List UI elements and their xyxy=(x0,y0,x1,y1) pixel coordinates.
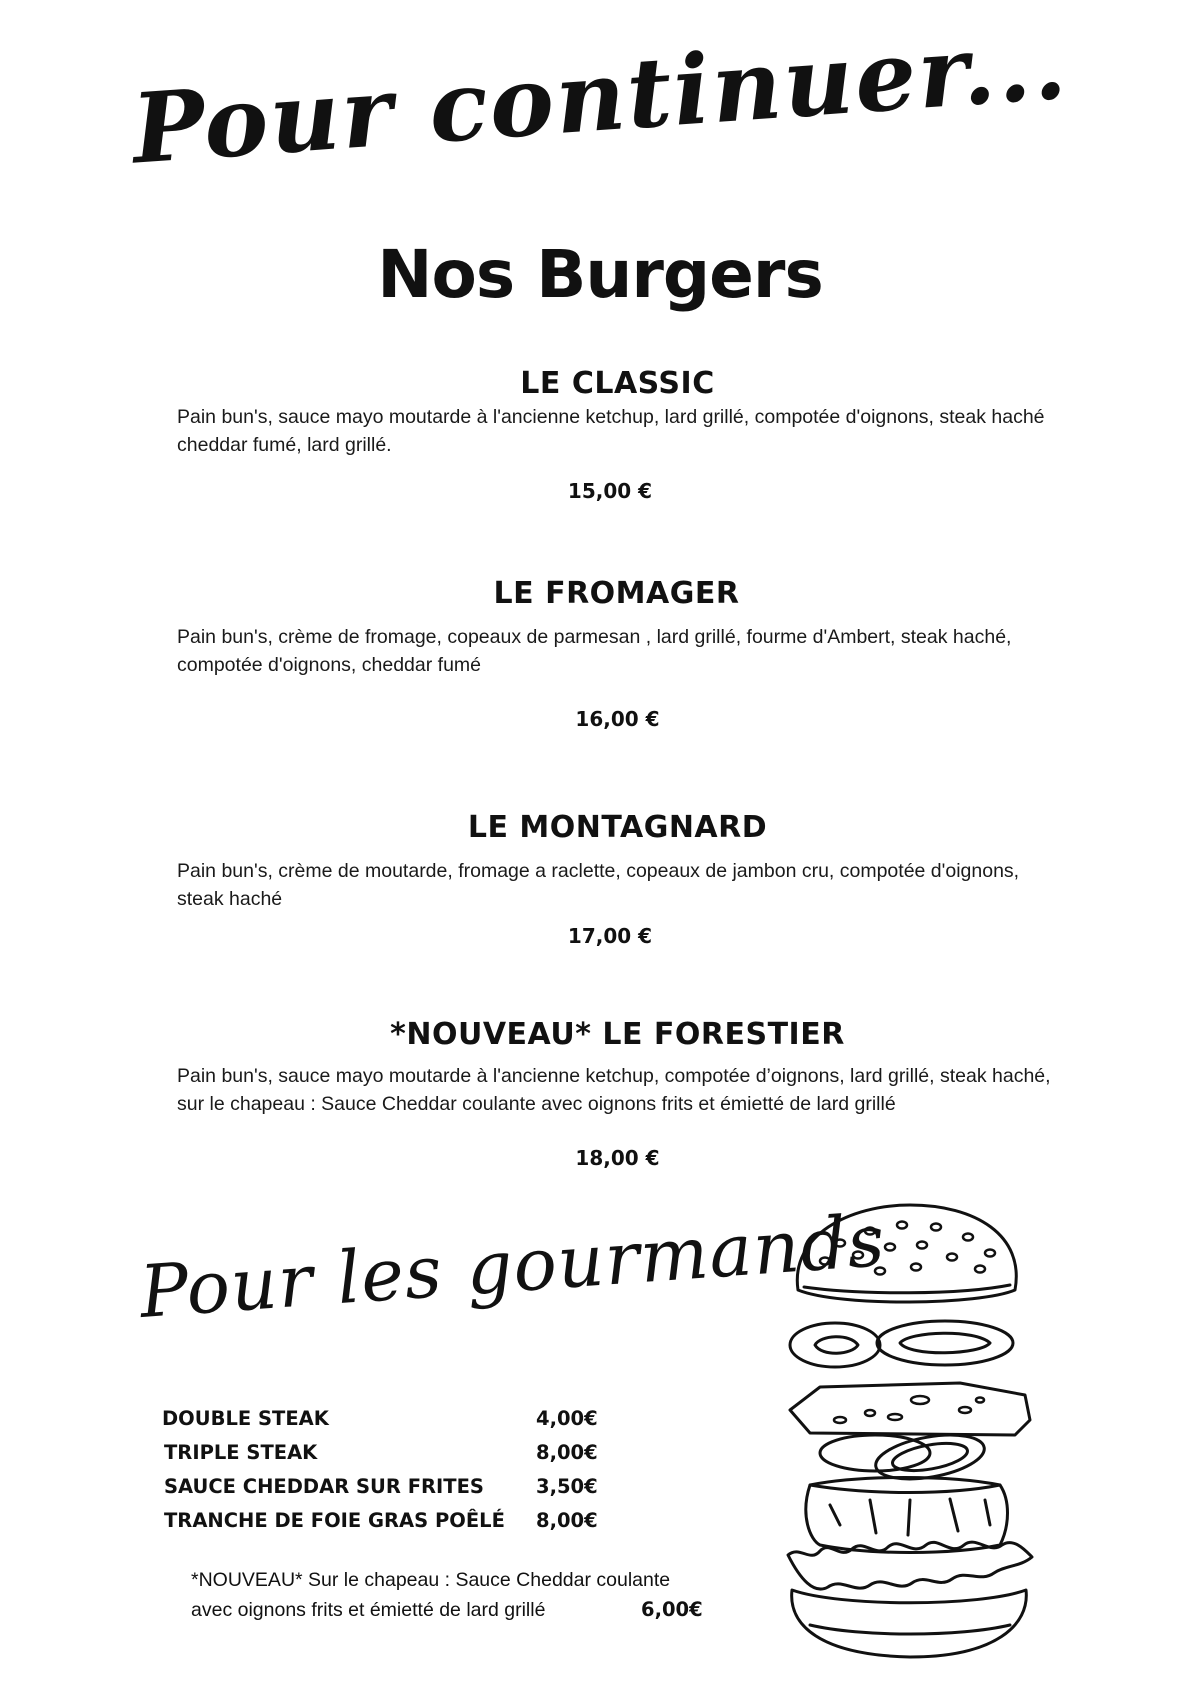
extras-list xyxy=(160,1407,630,1543)
extra-price: 8,00€ xyxy=(536,1441,598,1464)
extra-price: 4,00€ xyxy=(536,1407,598,1430)
extra-label: SAUCE CHEDDAR SUR FRITES xyxy=(164,1475,484,1498)
extra-label: DOUBLE STEAK xyxy=(162,1407,329,1430)
burger-name: LE MONTAGNARD xyxy=(467,810,768,845)
burger-description: Pain bun's, crème de moutarde, fromage a raclette, copeaux de jambon cru, compotée d'oignons, steak haché xyxy=(177,860,1020,910)
nouveau-note xyxy=(191,1565,751,1625)
note-price: 6,00€ xyxy=(641,1598,703,1621)
burger-price: 18,00 € xyxy=(575,1146,660,1170)
burger-icon xyxy=(780,1195,1045,1665)
burger-price: 17,00 € xyxy=(567,924,653,948)
gourmands-title: Pour les gourmands xyxy=(137,1198,888,1334)
burger-name: LE FROMAGER xyxy=(493,576,740,611)
burger-description: Pain bun's, crème de fromage, copeaux de parmesan , lard grillé, fourme d'Ambert, steak haché, compotée d'oignons, cheddar fumé xyxy=(177,626,1012,676)
extra-label: TRIPLE STEAK xyxy=(164,1441,318,1464)
burger-name: LE CLASSIC xyxy=(520,366,715,401)
burger-item-montagnard xyxy=(0,810,1200,948)
burger-item-fromager xyxy=(0,576,1200,731)
list-item xyxy=(160,1509,630,1543)
extra-price: 3,50€ xyxy=(536,1475,598,1498)
extra-label: TRANCHE DE FOIE GRAS POÊLÉ xyxy=(164,1509,505,1532)
extra-price: 8,00€ xyxy=(536,1509,598,1532)
page-title: Nos Burgers xyxy=(377,236,823,313)
list-item xyxy=(160,1407,630,1441)
burger-description: Pain bun's, sauce mayo moutarde à l'ancienne ketchup, lard grillé, compotée d'oignons, steak haché cheddar fumé, lard grillé. xyxy=(177,406,1045,456)
note-line: *NOUVEAU* Sur le chapeau : Sauce Cheddar coulante xyxy=(191,1569,671,1591)
list-item xyxy=(160,1441,630,1475)
burger-price: 15,00 € xyxy=(567,479,653,503)
burger-price: 16,00 € xyxy=(575,707,660,731)
note-line: avec oignons frits et émietté de lard grillé xyxy=(191,1599,546,1621)
list-item xyxy=(160,1475,630,1509)
script-title: Pour continuer... xyxy=(128,7,1072,186)
burger-item-forestier xyxy=(0,1017,1200,1170)
burger-item-classic xyxy=(0,366,1200,503)
burger-description: Pain bun's, sauce mayo moutarde à l'ancienne ketchup, compotée d’oignons, lard grillé, steak haché, sur le chapeau : Sauce Cheddar coulante avec oignons frits et émietté de lard grillé xyxy=(177,1065,1051,1115)
burger-name: *NOUVEAU* LE FORESTIER xyxy=(390,1017,845,1052)
